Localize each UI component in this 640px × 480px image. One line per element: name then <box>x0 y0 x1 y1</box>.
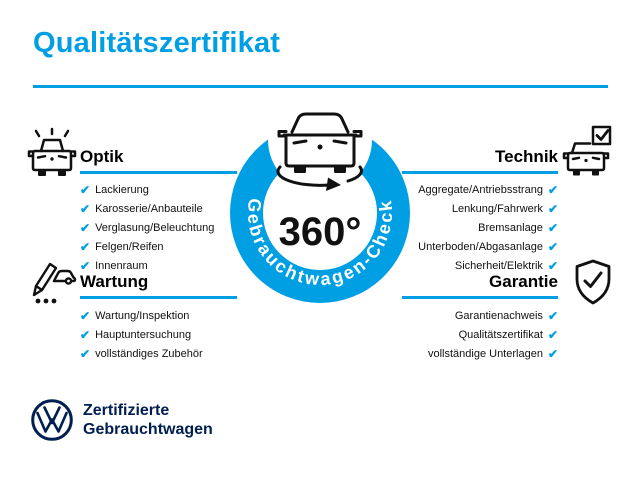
vw-logo <box>30 398 74 442</box>
check-item <box>402 237 558 256</box>
check-item-label: Wartung/Inspektion <box>95 309 190 322</box>
optik-checklist <box>80 180 214 275</box>
check-item-label: Sicherheit/Elektrik <box>454 259 543 272</box>
check-item-label: Garantienachweis <box>454 309 543 322</box>
ring-label: Gebrauchtwagen-Check <box>243 197 397 290</box>
check-item <box>80 218 214 237</box>
check-item <box>80 237 214 256</box>
check-item <box>80 199 214 218</box>
check-item <box>402 344 558 363</box>
check-icon: ✔ <box>547 308 558 323</box>
header-divider <box>33 85 608 88</box>
section-title-garantie: Garantie <box>489 272 558 291</box>
technik-underline <box>402 171 558 174</box>
check-item <box>402 218 558 237</box>
check-item-label: Karosserie/Anbauteile <box>95 202 203 215</box>
check-icon: ✔ <box>547 239 558 254</box>
check-item <box>402 306 558 325</box>
check-item-label: vollständiges Zubehör <box>95 347 203 360</box>
check-item-label: Unterboden/Abgasanlage <box>418 240 543 253</box>
garantie-underline <box>402 296 558 299</box>
check-icon: ✔ <box>80 308 91 323</box>
check-item-label: Qualitätszertifikat <box>458 328 543 341</box>
check-item-label: Verglasung/Beleuchtung <box>95 221 215 234</box>
service-note-icon <box>27 256 77 306</box>
check-item <box>80 306 203 325</box>
brand-text <box>83 401 213 439</box>
brand-line-2: Gebrauchtwagen <box>83 421 213 438</box>
check-icon: ✔ <box>80 220 91 235</box>
check-item-label: Aggregate/Antriebsstrang <box>418 183 543 196</box>
check-icon: ✔ <box>80 327 91 342</box>
check-item-label: Lenkung/Fahrwerk <box>451 202 543 215</box>
check-icon: ✔ <box>80 182 91 197</box>
wartung-underline <box>80 296 237 299</box>
check-icon: ✔ <box>547 201 558 216</box>
section-title-optik: Optik <box>80 147 124 166</box>
check-item-label: Bremsanlage <box>478 221 543 234</box>
check-icon: ✔ <box>80 346 91 361</box>
check-item <box>80 180 214 199</box>
check-icon: ✔ <box>80 258 91 273</box>
check-item <box>80 325 203 344</box>
brand-line-1: Zertifizierte <box>83 402 170 419</box>
car-checkbox-icon <box>562 125 614 179</box>
check-item-label: Felgen/Reifen <box>95 240 164 253</box>
check-item <box>402 325 558 344</box>
check-item-label: Hauptuntersuchung <box>95 328 192 341</box>
check-item-label: Innenraum <box>95 259 148 272</box>
center-value: 360° <box>278 210 362 254</box>
section-title-technik: Technik <box>495 147 558 166</box>
check-item <box>80 344 203 363</box>
wartung-checklist <box>80 306 203 363</box>
garantie-checklist <box>402 306 558 363</box>
check-icon: ✔ <box>547 327 558 342</box>
check-icon: ✔ <box>547 258 558 273</box>
check-icon: ✔ <box>547 220 558 235</box>
car-360-rotation-badge <box>222 106 418 320</box>
check-item-label: vollständige Unterlagen <box>427 347 543 360</box>
check-icon: ✔ <box>80 239 91 254</box>
page-title: Qualitätszertifikat <box>33 27 281 59</box>
check-icon: ✔ <box>80 201 91 216</box>
check-icon: ✔ <box>547 346 558 361</box>
check-item-label: Lackierung <box>95 183 149 196</box>
check-icon: ✔ <box>547 182 558 197</box>
shining-car-icon <box>27 126 77 180</box>
section-title-wartung: Wartung <box>80 272 149 291</box>
check-item <box>402 199 558 218</box>
technik-checklist <box>402 180 558 275</box>
check-item <box>402 180 558 199</box>
optik-underline <box>80 171 237 174</box>
shield-check-icon <box>571 258 615 306</box>
